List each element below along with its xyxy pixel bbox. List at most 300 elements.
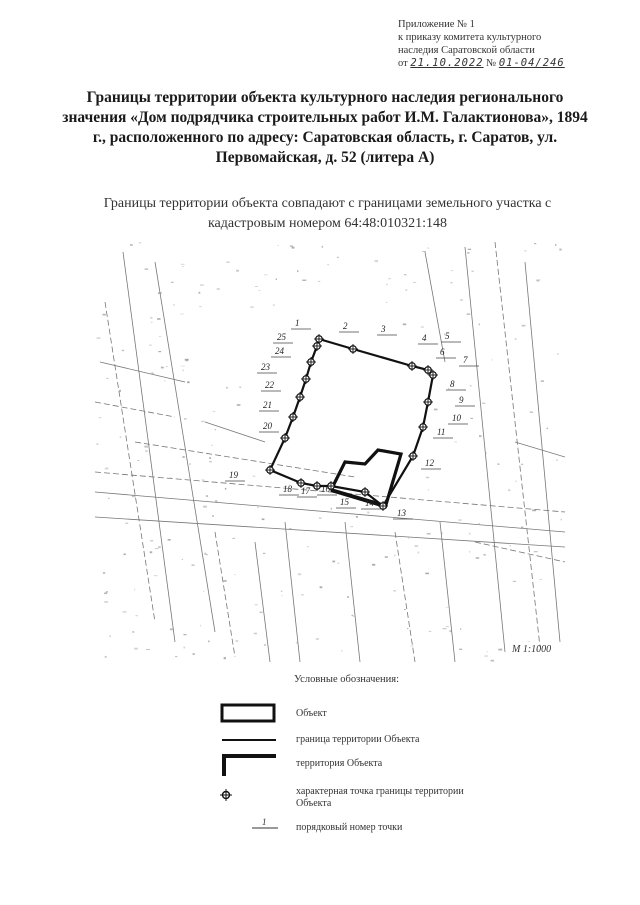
boundary-point-marker [301,374,311,384]
boundary-point-icon [220,786,280,810]
plot-line [345,522,360,662]
map-speck [150,317,152,318]
boundary-point-marker [288,412,298,422]
map-speck [132,495,136,497]
map-speck [421,327,424,328]
map-speck [125,523,128,524]
point-number-sample: 1 [262,818,267,827]
map-speck [522,325,526,327]
annex-block [398,18,618,70]
point-label: 6 [440,347,445,357]
map-speck [529,641,530,642]
point-label: 9 [459,395,464,405]
map-speck [471,271,473,272]
annex-line-1: Приложение № 1 [398,19,475,30]
plot-line [205,422,265,442]
map-speck [327,264,329,265]
map-speck [273,305,275,306]
map-speck [182,559,183,560]
map-speck [460,628,461,630]
map-speck [145,269,149,270]
map-speck [169,477,172,478]
map-speck [479,324,480,326]
point-label: 19 [229,470,238,480]
map-speck [521,527,523,529]
map-speck [403,324,406,326]
map-speck [124,554,126,556]
map-speck [469,551,470,553]
map-speck [235,641,238,642]
point-label: 20 [263,421,272,431]
map-speck [208,641,210,643]
map-speck [404,274,407,275]
map-speck [264,644,266,646]
map-speck [154,575,158,576]
territory-boundary [270,339,433,506]
map-speck [144,412,146,413]
map-speck [352,615,354,616]
map-speck [443,628,447,629]
map-speck [386,302,387,303]
plot-line [95,492,565,532]
map-speck [151,373,153,375]
map-speck [467,313,470,315]
map-speck [134,589,135,590]
map-speck [183,634,186,635]
object-rectangle-icon [220,702,280,724]
surrounding-plot-lines [95,242,565,662]
map-speck [200,285,204,286]
map-speck [181,264,185,265]
plot-line [255,542,270,662]
map-speck [217,288,220,290]
plot-line [425,252,445,362]
map-speck [232,538,235,539]
map-speck [485,656,488,657]
legend-item-object [220,702,520,726]
map-speck [540,579,542,580]
map-speck [108,498,109,499]
map-speck [337,563,339,564]
map-speck [104,593,107,595]
territory-corner-icon [220,752,280,778]
boundary-point-marker [418,422,428,432]
map-speck [183,456,185,458]
map-speck [150,540,153,541]
map-speck [307,546,309,547]
map-speck [253,476,256,477]
map-speck [483,554,486,555]
map-speck [450,282,452,283]
map-speck [255,286,258,287]
boundary-point-marker [348,344,358,354]
map-scale: М 1:1000 [512,644,552,655]
map-speck [255,604,258,605]
point-label: 16 [321,484,330,494]
map-speck [281,595,282,596]
map-speck [296,642,299,644]
map-speck [515,481,516,482]
boundary-point-marker [407,361,417,371]
plot-line [515,442,565,457]
map-speck [201,421,205,423]
map-speck [171,282,174,283]
map-speck [530,412,534,413]
map-speck [322,246,324,248]
map-speck [203,591,205,592]
map-speck [212,515,214,517]
map-speck [226,387,228,389]
map-speck [192,565,195,566]
map-speck [123,611,127,612]
plot-line [135,442,355,477]
map-speck [200,625,201,627]
map-speck [446,607,449,608]
map-speck [168,539,171,541]
plot-line [525,262,560,642]
map-speck [166,366,168,367]
map-speck [375,260,378,262]
map-speck [276,279,277,280]
point-label: 22 [265,380,274,390]
map-speck [187,381,190,383]
legend-label-point: характерная точка границы территории Объекта [296,786,464,809]
annex-line-2: к приказу комитета культурного [398,32,542,43]
map-speck [236,270,239,272]
map-speck [290,246,293,247]
map-speck [215,500,217,501]
map-speck [103,572,105,574]
map-speck [556,460,558,461]
point-label: 14 [365,498,374,508]
map-speck [206,495,208,497]
map-speck [451,270,453,271]
map-speck [164,380,165,381]
point-label: 24 [275,346,284,356]
boundary-point-marker [265,465,275,475]
boundary-point-marker [423,397,433,407]
legend-item-boundary [220,734,520,748]
annex-date: 21.10.2022 [410,57,484,69]
map-speck [508,490,510,491]
map-speck [145,451,147,452]
annex-from-label: от [398,58,408,69]
document-title: Границы территории объекта культурного наследия регионального значения «Дом подрядчика строительных работ И.М. Галактионова», 1894 г., расположенного по адресу: Саратовская область, г. Саратов, ул. Первомайская, д. 52 (литера А) [62,89,588,166]
map-speck [202,480,205,481]
map-speck [547,428,549,429]
map-speck [226,262,229,263]
map-speck [278,245,280,246]
map-speck [161,367,164,369]
map-speck [320,586,323,588]
point-label: 18 [283,484,292,494]
map-speck [425,573,429,575]
map-speck [491,660,495,662]
map-speck [184,647,186,649]
map-speck [429,631,432,632]
map-speck [454,441,457,442]
map-speck [298,573,302,575]
map-speck [385,556,388,558]
map-speck [417,552,419,554]
map-speck [158,351,161,352]
map-speck [239,387,241,388]
map-speck [215,429,217,430]
map-speck [199,306,202,307]
plot-line [465,247,505,652]
map-speck [180,314,183,315]
map-speck [434,409,438,411]
map-speck [209,457,211,459]
map-speck [337,257,339,258]
legend-item-territory [220,752,520,778]
map-speck [467,252,469,253]
map-speck [183,370,184,372]
map-speck [347,596,349,598]
map-speck [119,390,121,392]
map-speck [316,638,319,640]
legend-label-territory: территория Объекта [296,758,383,769]
plot-line [105,302,155,622]
map-speck [96,443,98,445]
point-label: 21 [263,400,272,410]
map-speck [541,380,544,382]
point-label: 7 [463,355,468,365]
map-speck [413,282,416,283]
map-speck [408,538,409,539]
map-speck [524,250,526,252]
map-speck [318,281,321,282]
map-speck [150,551,153,553]
map-speck [404,609,406,610]
map-speck [458,520,461,521]
legend-label-boundary: граница территории Объекта [296,734,420,745]
map-speck [136,615,138,616]
map-speck [199,292,201,294]
map-speck [510,545,511,546]
map-speck [149,345,151,346]
point-label: 13 [397,508,406,518]
map-speck [415,545,419,546]
map-speck [99,417,102,418]
map-speck [388,278,390,279]
map-speck [254,633,257,635]
plot-line [215,532,235,657]
map-speck [534,243,536,244]
map-speck [184,418,187,420]
map-speck [292,247,295,249]
map-speck [534,551,538,552]
point-number-icon [220,818,280,838]
map-speck [181,366,185,367]
map-speck [182,266,184,267]
point-label: 1 [295,318,300,328]
map-speck [479,523,480,524]
map-speck [470,385,472,386]
boundary-point-marker [280,433,290,443]
map-speck [561,519,563,521]
map-speck [173,304,175,305]
plot-line [495,242,540,647]
map-speck [341,650,343,651]
plot-line [95,402,175,417]
map-speck [405,289,407,291]
map-speck [185,359,189,361]
boundary-point-marker [306,357,316,367]
map-speck [498,649,502,651]
map-speck [497,464,500,465]
map-speck [193,653,195,655]
document-subtitle: Границы территории объекта совпадают с границами земельного участка с кадастровым номером 64:48:010321:148 [103,196,552,231]
point-label: 8 [450,379,455,389]
map-speck [427,248,429,249]
map-speck [515,338,517,340]
map-speck [203,506,207,508]
map-speck [262,518,265,520]
map-speck [159,336,161,337]
map-speck [105,468,109,470]
map-speck [441,532,442,534]
map-speck [209,461,212,462]
boundary-line-icon [220,735,280,745]
plot-line [440,522,455,662]
map-speck [513,581,516,582]
map-speck [479,435,482,437]
map-speck [225,488,226,490]
map-speck [487,651,489,652]
map-speck [482,403,485,404]
map-speck [170,629,173,631]
map-speck [106,378,108,379]
map-speck [206,554,207,555]
annex-line-3: наследия Саратовской области [398,45,535,56]
map-speck [394,590,396,591]
map-speck [134,648,137,650]
map-speck [103,314,106,316]
boundary-point-marker [295,392,305,402]
point-label: 4 [422,333,427,343]
point-label: 23 [261,362,270,372]
map-speck [158,546,161,548]
plot-line [95,472,565,512]
annex-number: 01-04/246 [498,57,565,69]
map-speck [427,533,431,534]
map-speck [213,411,216,412]
map-speck [492,359,493,360]
cadastral-map [95,242,565,662]
map-speck [386,284,387,285]
map-speck [459,649,462,650]
map-speck [297,270,298,272]
map-speck [224,657,226,659]
legend-label-object: Объект [296,708,327,719]
map-speck [97,338,101,339]
map-speck [422,251,426,252]
map-speck [157,318,160,320]
map-speck [204,553,206,555]
map-speck [175,656,177,657]
map-speck [289,528,292,530]
point-label: 12 [425,458,434,468]
plot-line [285,522,300,662]
map-speck [146,649,150,650]
map-speck [139,242,142,243]
map-speck [536,280,539,282]
map-speck [426,477,429,479]
map-speck [367,512,369,514]
map-speck [476,557,480,559]
map-speck [104,601,108,603]
map-speck [263,553,265,554]
map-speck [351,526,354,527]
map-speck [109,635,111,637]
map-speck [260,612,263,613]
map-speck [301,594,303,595]
point-label: 2 [343,321,348,331]
map-speck [132,631,134,633]
map-speck [250,307,253,308]
map-speck [258,290,260,291]
map-speck [302,280,306,281]
boundary-point-marker [408,451,418,461]
point-label: 10 [452,413,461,423]
map-speck [332,561,335,563]
map-speck [468,249,471,250]
point-label: 5 [445,331,450,341]
map-speck [281,591,283,592]
map-speck [407,628,408,629]
map-speck [212,445,213,446]
map-speck [122,350,125,351]
annex-date-line [398,57,618,70]
map-speck [331,508,332,510]
map-speck [470,418,473,419]
map-speck [151,322,153,323]
annex-no-label: № [486,58,497,69]
legend-item-point [220,786,520,812]
point-label: 17 [301,486,310,496]
map-speck [319,518,322,519]
map-speck [428,489,429,490]
point-label: 3 [381,324,386,334]
map-speck [234,574,235,575]
legend-title: Условные обозначения: [294,674,400,685]
map-speck [356,516,358,518]
plot-line [100,362,185,382]
map-speck [372,564,375,566]
map-speck [257,507,258,508]
map-speck [394,555,396,557]
map-speck [555,244,556,246]
map-speck [485,452,486,454]
map-speck [105,656,107,658]
map-speck [223,580,226,582]
map-texture [96,242,562,661]
map-speck [155,548,159,549]
map-speck [237,404,241,406]
map-speck [449,630,451,632]
map-speck [264,274,268,275]
map-speck [189,464,191,465]
map-speck [138,460,140,461]
point-label: 15 [340,497,349,507]
legend-item-number [220,818,520,840]
point-label: 25 [277,332,286,342]
map-speck [532,510,536,512]
map-speck [410,646,414,647]
map-speck [460,299,462,301]
map-speck [446,626,449,627]
